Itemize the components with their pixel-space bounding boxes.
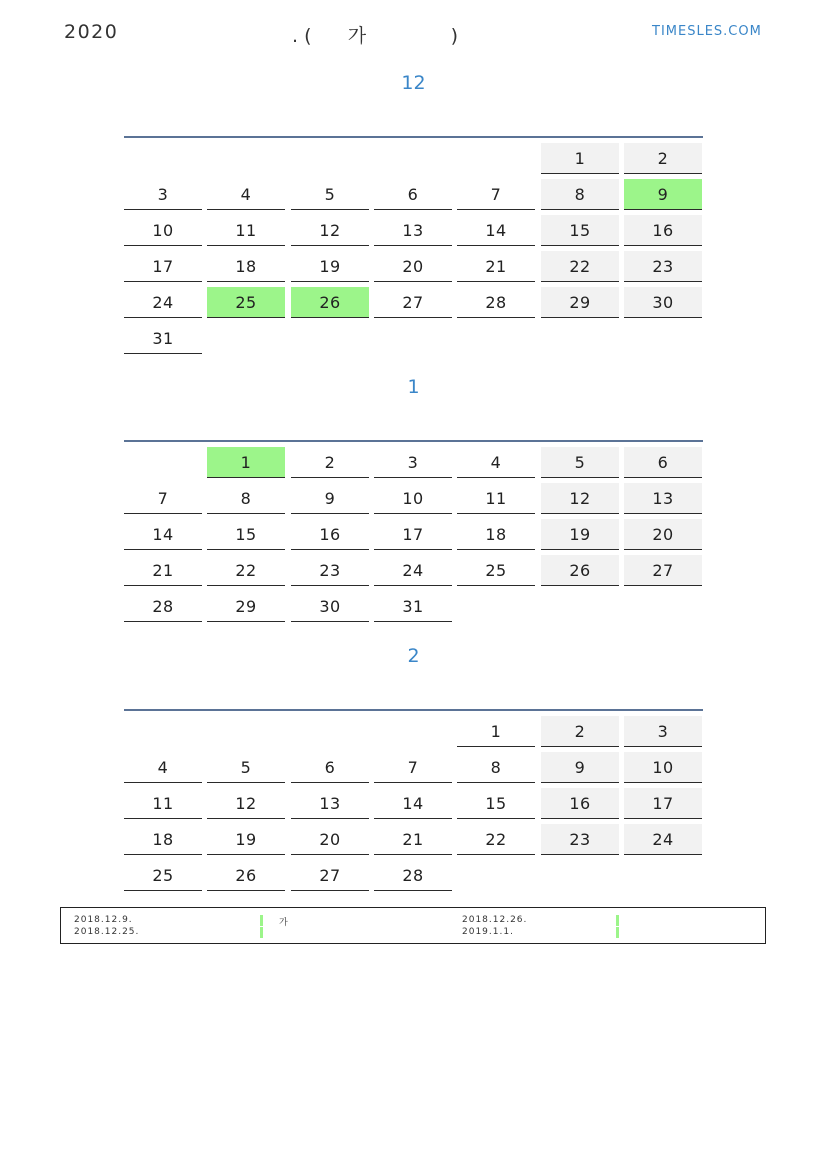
day-cell: 15 [207, 519, 285, 550]
day-cell: 8 [207, 483, 285, 514]
day-cell: 8 [457, 752, 535, 783]
day-cell: 10 [624, 752, 702, 783]
month-top-rule [124, 136, 703, 138]
day-cell: 28 [374, 860, 452, 891]
legend-left-note: 가 [279, 918, 289, 928]
day-cell: 12 [207, 788, 285, 819]
day-cell: 1 [541, 143, 619, 174]
day-cell: 11 [457, 483, 535, 514]
year-label: 2020 [64, 21, 119, 43]
day-cell: 23 [541, 824, 619, 855]
day-cell: 3 [124, 179, 202, 210]
day-cell: 21 [457, 251, 535, 282]
day-cell: 5 [541, 447, 619, 478]
month-top-rule [124, 709, 703, 711]
day-cell: 2 [624, 143, 702, 174]
day-cell: 31 [374, 591, 452, 622]
legend-right-date-1: 2018.12.26. [462, 915, 528, 925]
legend-color-swatch [616, 915, 619, 926]
day-cell: 18 [207, 251, 285, 282]
day-cell: 4 [124, 752, 202, 783]
day-cell: 23 [291, 555, 369, 586]
day-cell: 18 [124, 824, 202, 855]
day-cell: 3 [374, 447, 452, 478]
day-cell: 1 [457, 716, 535, 747]
day-cell: 2 [291, 447, 369, 478]
day-cell-holiday: 25 [207, 287, 285, 318]
day-cell: 22 [207, 555, 285, 586]
day-cell: 16 [291, 519, 369, 550]
day-cell: 23 [624, 251, 702, 282]
legend-right-date-2: 2019.1.1. [462, 927, 514, 937]
day-cell: 19 [207, 824, 285, 855]
day-cell: 30 [291, 591, 369, 622]
day-cell: 15 [541, 215, 619, 246]
day-cell: 17 [124, 251, 202, 282]
day-cell: 13 [624, 483, 702, 514]
day-cell: 27 [374, 287, 452, 318]
page-title: . ( 가 ) [292, 25, 459, 47]
month-name: 2 [407, 645, 420, 667]
day-cell: 22 [541, 251, 619, 282]
day-cell: 17 [374, 519, 452, 550]
day-cell: 24 [124, 287, 202, 318]
day-cell: 29 [207, 591, 285, 622]
month-name: 12 [401, 72, 426, 94]
day-cell: 26 [541, 555, 619, 586]
day-cell: 13 [291, 788, 369, 819]
day-cell: 28 [124, 591, 202, 622]
day-cell: 11 [207, 215, 285, 246]
page-header [0, 0, 827, 60]
day-cell: 10 [374, 483, 452, 514]
legend-box [60, 907, 766, 944]
day-cell: 25 [457, 555, 535, 586]
day-cell: 19 [541, 519, 619, 550]
legend-left-date-2: 2018.12.25. [74, 927, 140, 937]
site-link[interactable]: TIMESLES.COM [652, 24, 762, 39]
day-cell: 9 [291, 483, 369, 514]
day-cell: 14 [374, 788, 452, 819]
day-cell: 11 [124, 788, 202, 819]
day-cell: 5 [291, 179, 369, 210]
day-cell: 24 [374, 555, 452, 586]
day-cell: 18 [457, 519, 535, 550]
day-cell: 7 [374, 752, 452, 783]
day-cell: 22 [457, 824, 535, 855]
day-cell: 8 [541, 179, 619, 210]
day-cell: 15 [457, 788, 535, 819]
day-cell: 16 [541, 788, 619, 819]
day-cell: 19 [291, 251, 369, 282]
day-cell: 9 [541, 752, 619, 783]
day-cell: 16 [624, 215, 702, 246]
day-cell: 14 [124, 519, 202, 550]
day-cell: 2 [541, 716, 619, 747]
day-cell: 31 [124, 323, 202, 354]
day-cell: 4 [207, 179, 285, 210]
day-cell: 27 [291, 860, 369, 891]
day-cell: 27 [624, 555, 702, 586]
day-cell-holiday: 1 [207, 447, 285, 478]
day-cell: 6 [291, 752, 369, 783]
day-cell: 24 [624, 824, 702, 855]
day-cell-holiday: 26 [291, 287, 369, 318]
day-cell: 20 [291, 824, 369, 855]
day-cell: 20 [374, 251, 452, 282]
day-cell: 13 [374, 215, 452, 246]
day-cell: 21 [124, 555, 202, 586]
day-cell-holiday: 9 [624, 179, 702, 210]
day-cell: 28 [457, 287, 535, 318]
legend-color-swatch [260, 915, 263, 926]
month-top-rule [124, 440, 703, 442]
day-cell: 4 [457, 447, 535, 478]
day-cell: 6 [624, 447, 702, 478]
day-cell: 26 [207, 860, 285, 891]
day-cell: 6 [374, 179, 452, 210]
legend-left-date-1: 2018.12.9. [74, 915, 133, 925]
day-cell: 29 [541, 287, 619, 318]
day-cell: 25 [124, 860, 202, 891]
day-cell: 21 [374, 824, 452, 855]
day-cell: 3 [624, 716, 702, 747]
day-cell: 20 [624, 519, 702, 550]
day-cell: 10 [124, 215, 202, 246]
day-cell: 7 [124, 483, 202, 514]
month-name: 1 [407, 376, 420, 398]
legend-color-swatch [616, 927, 619, 938]
day-cell: 14 [457, 215, 535, 246]
day-cell: 12 [291, 215, 369, 246]
day-cell: 17 [624, 788, 702, 819]
day-cell: 5 [207, 752, 285, 783]
day-cell: 30 [624, 287, 702, 318]
day-cell: 12 [541, 483, 619, 514]
day-cell: 7 [457, 179, 535, 210]
legend-color-swatch [260, 927, 263, 938]
